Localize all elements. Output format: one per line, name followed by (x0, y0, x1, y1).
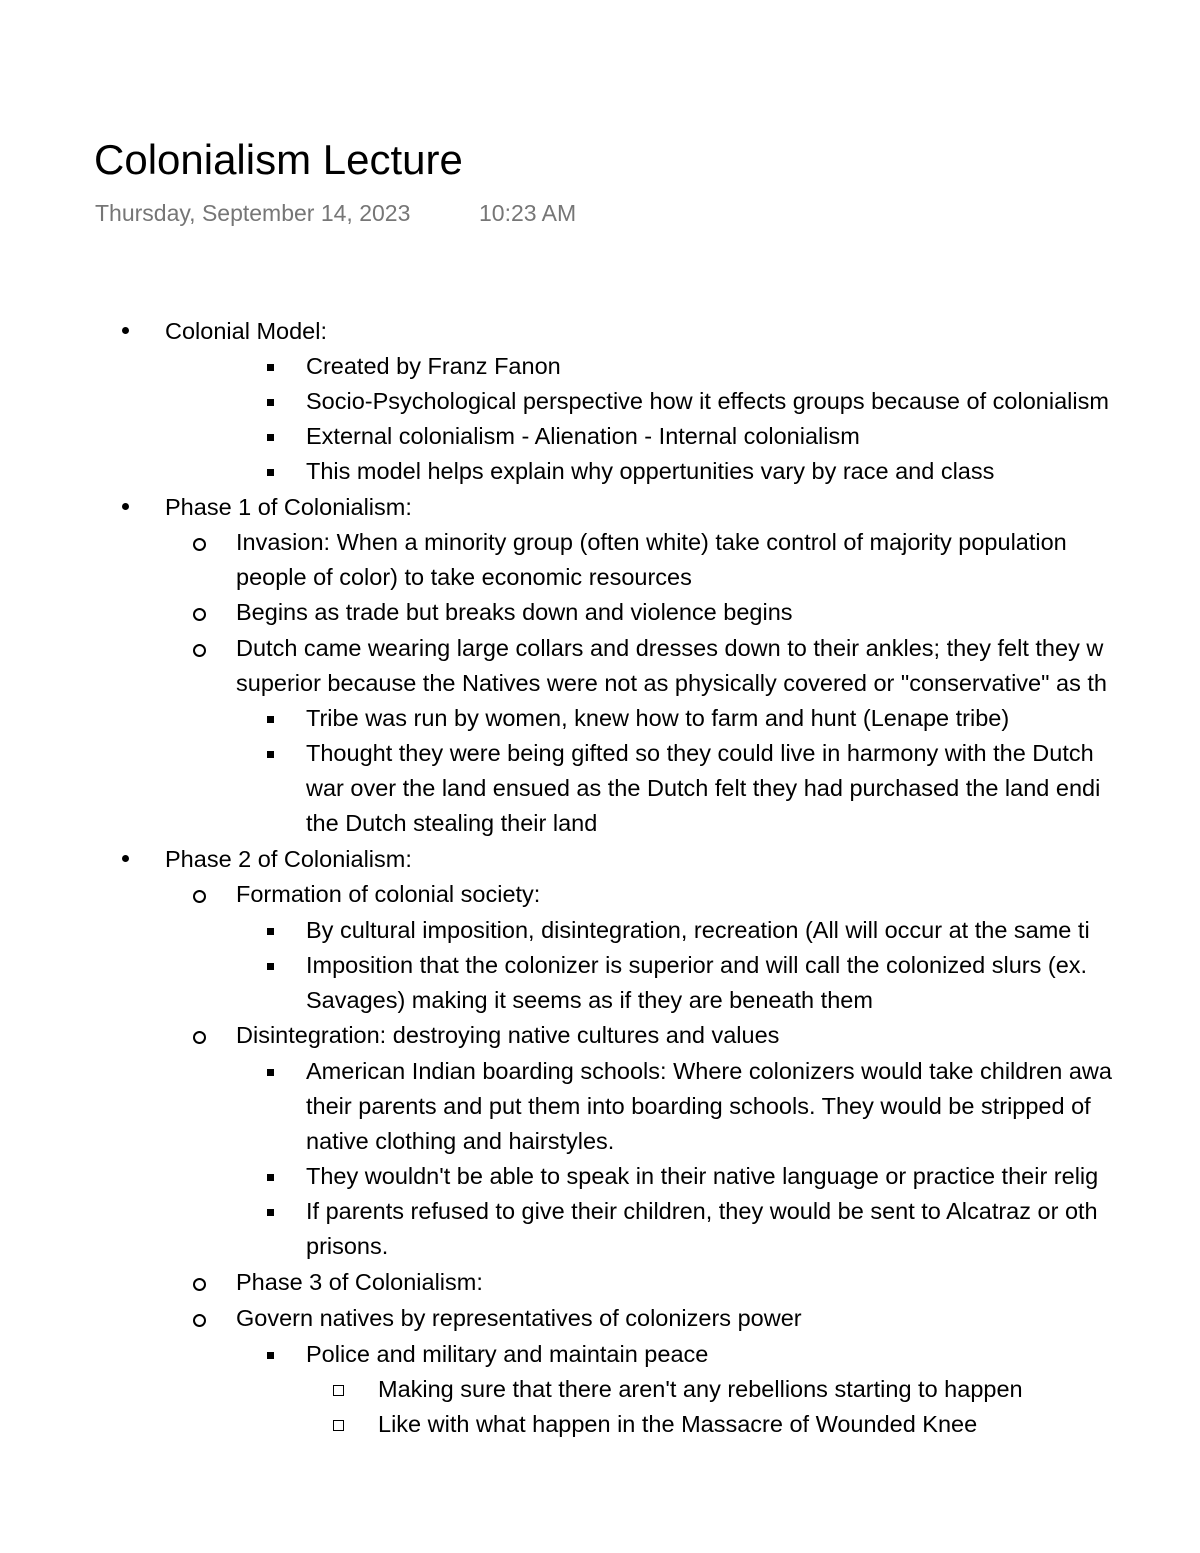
list-item-continuation: Savages) making it seems as if they are beneath them (306, 987, 873, 1013)
list-item: Dutch came wearing large collars and dresses down to their ankles; they felt they w (236, 635, 1104, 661)
list-item: External colonialism - Alienation - Internal colonialism (306, 423, 860, 449)
list-item: Colonial Model: (165, 318, 327, 344)
square-bullet-icon (267, 1174, 274, 1181)
note-date: Thursday, September 14, 2023 (95, 200, 411, 226)
list-item-continuation: superior because the Natives were not as physically covered or "conservative" as th (236, 670, 1107, 696)
circle-bullet-icon (193, 1278, 206, 1291)
list-item: Making sure that there aren't any rebellions starting to happen (378, 1376, 1023, 1402)
square-bullet-icon (267, 751, 274, 758)
circle-bullet-icon (193, 538, 206, 551)
square-bullet-icon (267, 1352, 274, 1359)
note-time: 10:23 AM (479, 200, 577, 226)
square-bullet-icon (267, 469, 274, 476)
list-item: Like with what happen in the Massacre of Wounded Knee (378, 1411, 978, 1437)
hollow-square-bullet-icon (333, 1420, 344, 1431)
square-bullet-icon (267, 928, 274, 935)
list-item: Phase 1 of Colonialism: (165, 494, 412, 520)
list-item: Phase 3 of Colonialism: (236, 1269, 483, 1295)
square-bullet-icon (267, 434, 274, 441)
circle-bullet-icon (193, 890, 206, 903)
list-item-continuation: prisons. (306, 1233, 389, 1259)
bullet-icon (122, 503, 129, 510)
square-bullet-icon (267, 963, 274, 970)
list-item-continuation: the Dutch stealing their land (306, 810, 598, 836)
list-item: Formation of colonial society: (236, 881, 541, 907)
list-item-continuation: war over the land ensued as the Dutch felt they had purchased the land endi (306, 775, 1101, 801)
bullet-icon (122, 327, 129, 334)
list-item: This model helps explain why oppertunities vary by race and class (306, 458, 995, 484)
square-bullet-icon (267, 399, 274, 406)
list-item: Phase 2 of Colonialism: (165, 846, 412, 872)
list-item: Police and military and maintain peace (306, 1341, 709, 1367)
square-bullet-icon (267, 716, 274, 723)
list-item-continuation: native clothing and hairstyles. (306, 1128, 615, 1154)
list-item: American Indian boarding schools: Where colonizers would take children awa (306, 1058, 1112, 1084)
list-item: If parents refused to give their children, they would be sent to Alcatraz or oth (306, 1198, 1098, 1224)
list-item: Govern natives by representatives of colonizers power (236, 1305, 802, 1331)
circle-bullet-icon (193, 608, 206, 621)
circle-bullet-icon (193, 1031, 206, 1044)
list-item-continuation: their parents and put them into boarding schools. They would be stripped of (306, 1093, 1091, 1119)
list-item: By cultural imposition, disintegration, recreation (All will occur at the same ti (306, 917, 1090, 943)
list-item-continuation: people of color) to take economic resources (236, 564, 692, 590)
bullet-icon (122, 855, 129, 862)
square-bullet-icon (267, 364, 274, 371)
square-bullet-icon (267, 1069, 274, 1076)
circle-bullet-icon (193, 644, 206, 657)
list-item: Created by Franz Fanon (306, 353, 561, 379)
hollow-square-bullet-icon (333, 1385, 344, 1396)
square-bullet-icon (267, 1209, 274, 1216)
list-item: They wouldn't be able to speak in their native language or practice their relig (306, 1163, 1099, 1189)
list-item: Socio-Psychological perspective how it effects groups because of colonialism (306, 388, 1109, 414)
list-item: Tribe was run by women, knew how to farm and hunt (Lenape tribe) (306, 705, 1010, 731)
circle-bullet-icon (193, 1314, 206, 1327)
list-item: Begins as trade but breaks down and violence begins (236, 599, 793, 625)
list-item: Disintegration: destroying native cultures and values (236, 1022, 780, 1048)
page-title: Colonialism Lecture (94, 136, 463, 183)
list-item: Imposition that the colonizer is superior and will call the colonized slurs (ex. (306, 952, 1088, 978)
list-item: Invasion: When a minority group (often white) take control of majority population (236, 529, 1067, 555)
list-item: Thought they were being gifted so they could live in harmony with the Dutch (306, 740, 1094, 766)
